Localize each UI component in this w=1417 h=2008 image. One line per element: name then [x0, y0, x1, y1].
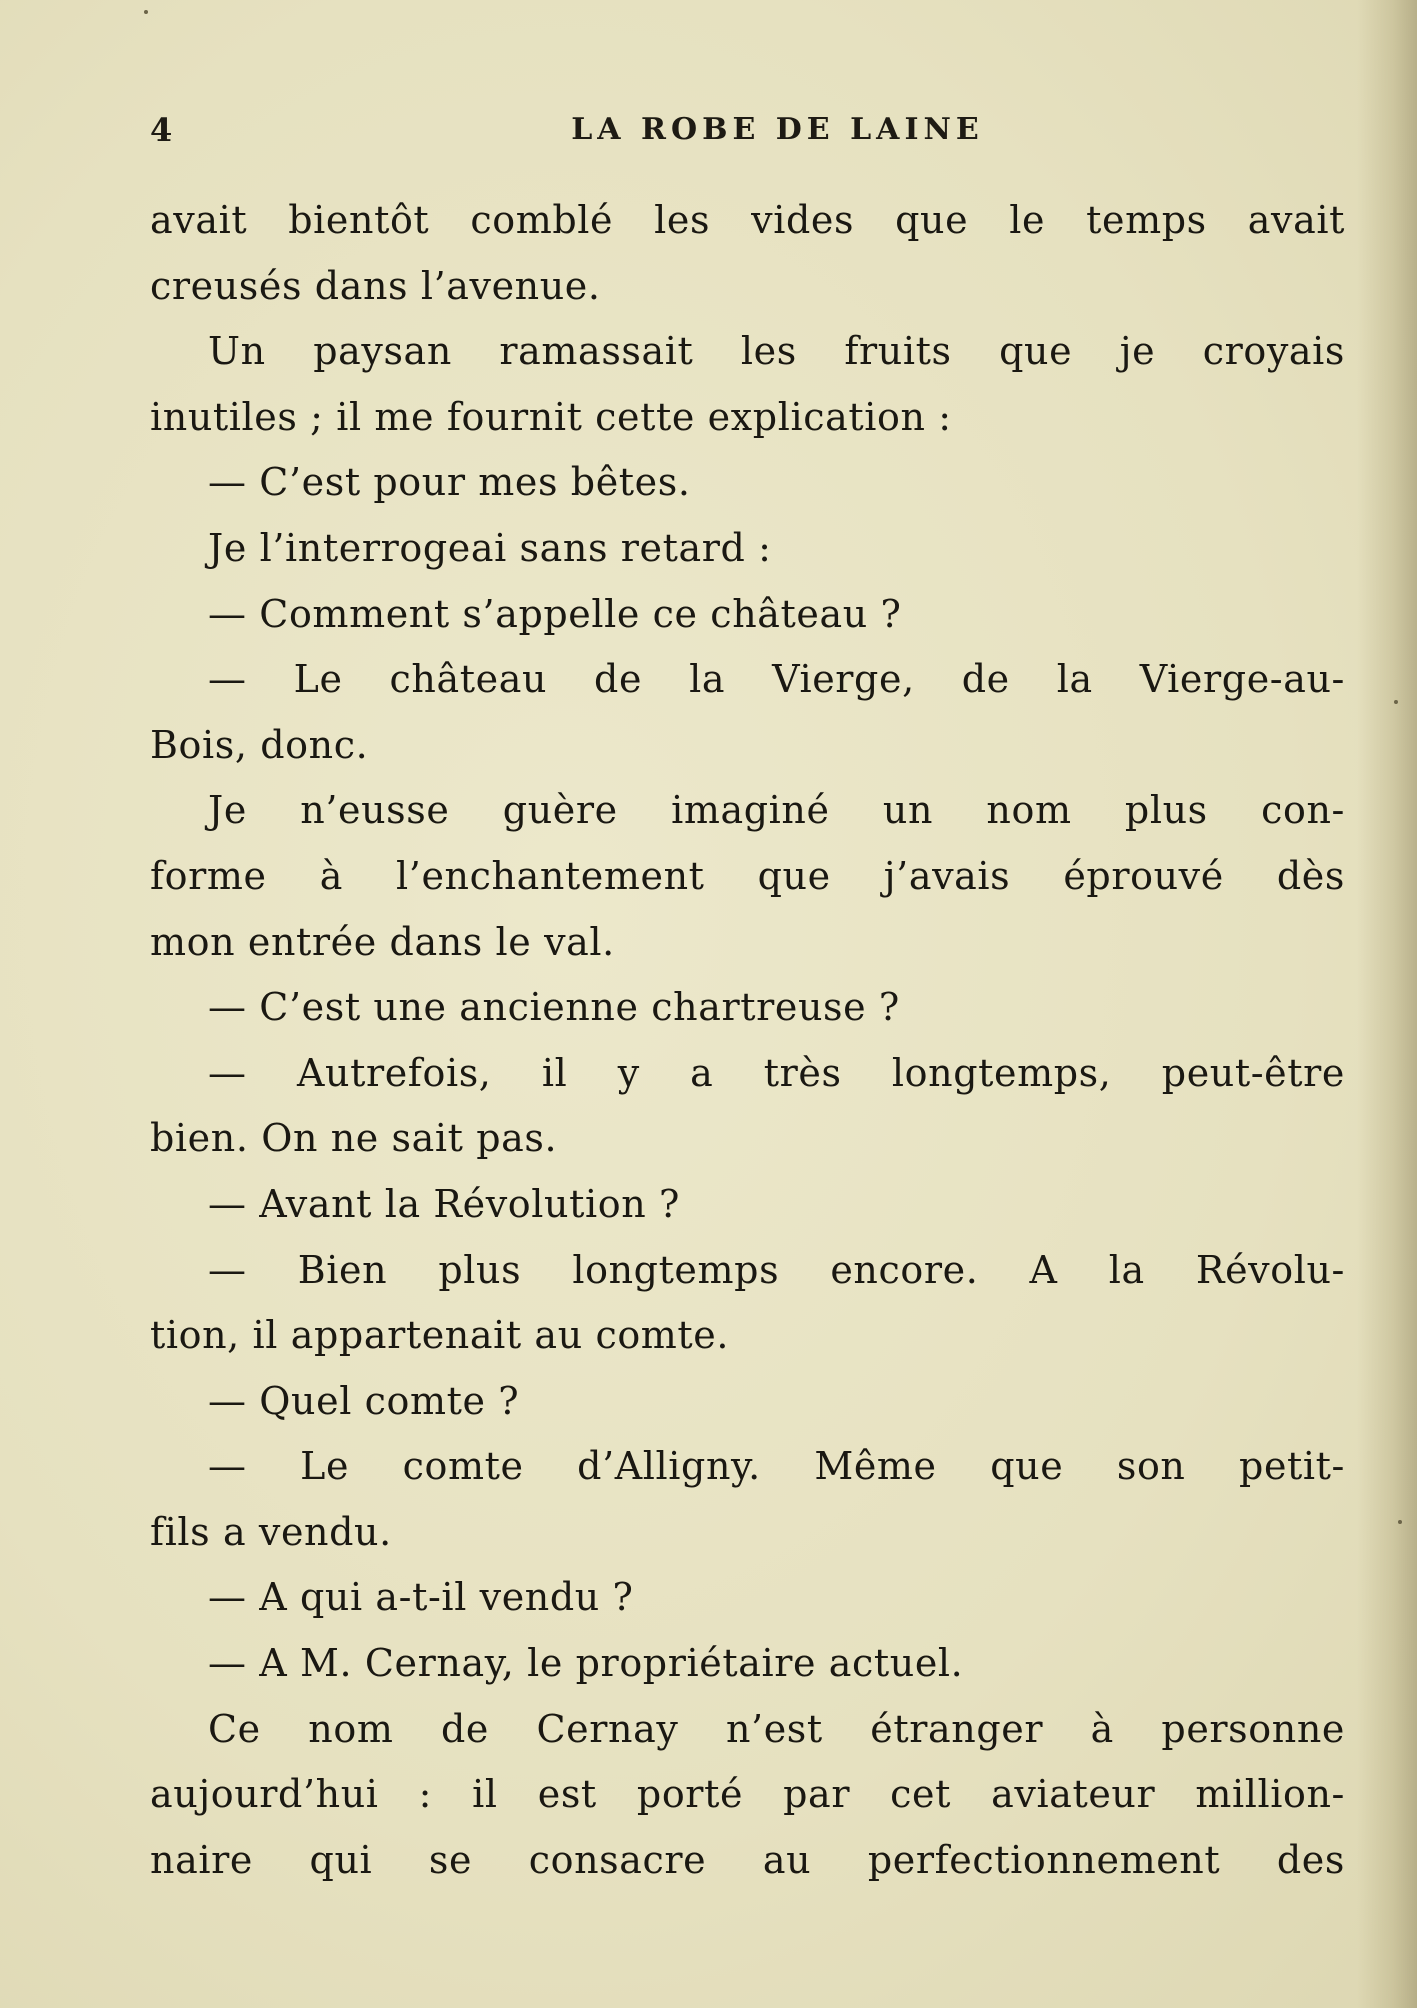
text-line: Je l’interrogeai sans retard : — [208, 525, 772, 570]
text-line: fils a vendu. — [150, 1509, 392, 1554]
text-line: — Le château de la Vierge, de la Vierge-au- — [208, 657, 1345, 702]
text-line: mon entrée dans le val. — [150, 919, 615, 964]
text-line: — C’est pour mes bêtes. — [208, 460, 691, 505]
text-line: creusés dans l’avenue. — [150, 263, 601, 308]
text-line: forme à l’enchantement que j’avais éprouvé dès — [150, 853, 1345, 898]
text-line: — C’est une ancienne chartreuse ? — [208, 985, 900, 1030]
paper-speck — [1394, 700, 1398, 704]
text-line: — A qui a-t-il vendu ? — [208, 1575, 634, 1620]
paper-speck — [1398, 1520, 1402, 1524]
text-line: — Le comte d’Alligny. Même que son petit- — [208, 1444, 1345, 1489]
page-edge-shadow — [1357, 0, 1417, 2008]
text-line: — Bien plus longtemps encore. A la Révolu- — [208, 1247, 1345, 1292]
text-line: Ce nom de Cernay n’est étranger à personne — [208, 1706, 1345, 1751]
text-line: Un paysan ramassait les fruits que je croyais — [208, 329, 1345, 374]
page-header — [150, 108, 1345, 152]
text-line: inutiles ; il me fournit cette explication : — [150, 394, 952, 439]
text-line: tion, il appartenait au comte. — [150, 1313, 730, 1358]
text-line: Bois, donc. — [150, 722, 369, 767]
text-line: — Avant la Révolution ? — [208, 1181, 680, 1226]
body-text — [150, 188, 1345, 1893]
page-number: 4 — [150, 111, 173, 149]
paper-speck — [144, 10, 148, 14]
text-line: aujourd’hui : il est porté par cet aviateur million- — [150, 1772, 1345, 1817]
text-line: Je n’eusse guère imaginé un nom plus con- — [208, 788, 1345, 833]
text-line: naire qui se consacre au perfectionnement des — [150, 1837, 1345, 1882]
text-line: — Autrefois, il y a très longtemps, peut-être — [208, 1050, 1345, 1095]
text-line: avait bientôt comblé les vides que le temps avait — [150, 198, 1345, 242]
running-title: LA ROBE DE LAINE — [571, 112, 984, 147]
text-line: bien. On ne sait pas. — [150, 1116, 558, 1161]
text-line: — Quel comte ? — [208, 1378, 520, 1423]
text-line: — A M. Cernay, le propriétaire actuel. — [208, 1641, 964, 1686]
text-line: — Comment s’appelle ce château ? — [208, 591, 902, 636]
